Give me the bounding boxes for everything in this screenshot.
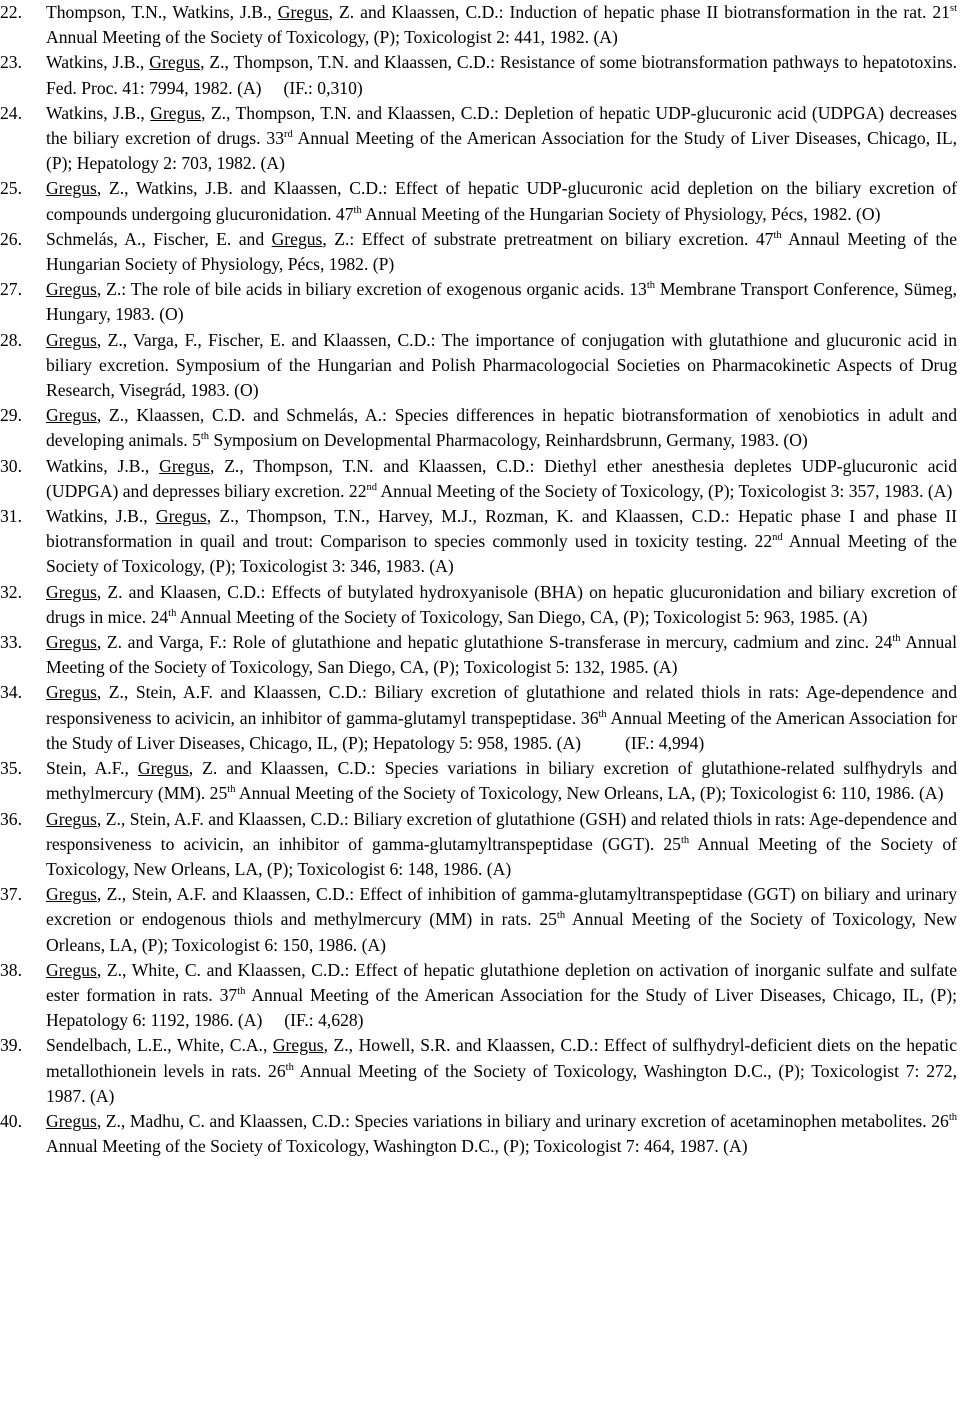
reference-text-segment: Thompson, T.N., Watkins, J.B., xyxy=(46,2,278,22)
ordinal-suffix: th xyxy=(237,985,246,997)
reference-text-segment: Annual Meeting of the Society of Toxicology, (P); Toxicologist 2: 441, 1982. (A) xyxy=(46,27,618,48)
reference-text-segment: , Z., Watkins, J.B. and Klaassen, C.D.: Effect of hepatic UDP-glucuronic acid depletion on the biliary excretion of compounds undergoing glucuronidation. 47 xyxy=(46,178,957,224)
reference-text-segment: Annual Meeting of the Society of Toxicology, Washington D.C., (P); Toxicologist 7: 272, 1987. (A) xyxy=(46,1060,957,1106)
reference-text-segment: Stein, A.F., xyxy=(46,758,138,779)
ordinal-suffix: th xyxy=(285,1061,294,1073)
author-name-underlined: Gregus xyxy=(46,329,97,350)
reference-number: 35. xyxy=(0,758,22,779)
author-name-underlined: Gregus xyxy=(149,52,201,73)
reference-text-segment: , Z., Stein, A.F. and Klaassen, C.D.: Biliary excretion of glutathione and related thiols in rats: Age-dependence and responsiveness to acivicin, an inhibitor of gamma-glutamyl transpeptidase. 36 xyxy=(46,682,957,728)
reference-text-segment: , Z., Varga, F., Fischer, E. and Klaassen, C.D.: The importance of conjugation with glutathione and glucuronic acid in biliary excretion. Symposium of the Hungarian and Polish Pharmacologocial Societies on Pharmacokinetic Aspects of Drug Research, Visegrád, 1983. (O) xyxy=(46,329,957,401)
reference-text xyxy=(46,176,957,226)
reference-item xyxy=(0,1033,957,1109)
reference-number: 30. xyxy=(0,455,22,476)
author-name-underlined: Gregus xyxy=(137,758,189,779)
reference-number: 29. xyxy=(0,405,22,426)
reference-text-segment: Schmelás, A., Fischer, E. and xyxy=(46,228,272,249)
reference-text-segment: , Z., Thompson, T.N. and Klaassen, C.D.: Diethyl ether anesthesia depletes UDP-glucuronic acid (UDPGA) and depresses biliary excretion. 22 xyxy=(46,455,957,501)
reference-text-segment: Annual Meeting of the Hungarian Society of Physiology, Pécs, 1982. (O) xyxy=(361,203,881,224)
reference-text-segment: Watkins, J.B., xyxy=(46,455,160,476)
author-name-underlined: Gregus xyxy=(46,632,97,653)
ordinal-suffix: th xyxy=(646,280,656,292)
reference-text-segment: , Z. and Klaassen, C.D.: Induction of hepatic phase II biotransformation in the rat. 21 xyxy=(328,2,950,22)
reference-text-segment: Membrane Transport Conference, Sümeg, Hungary, 1983. (O) xyxy=(46,279,957,325)
reference-number: 36. xyxy=(0,808,22,829)
reference-text xyxy=(46,807,957,883)
author-name-underlined: Gregus xyxy=(46,178,97,199)
reference-item xyxy=(0,504,957,580)
reference-text-segment: Watkins, J.B., xyxy=(46,102,151,123)
ordinal-suffix: th xyxy=(556,910,566,922)
ordinal-suffix: th xyxy=(353,204,362,216)
reference-text xyxy=(46,1033,957,1109)
reference-item xyxy=(0,403,957,453)
reference-text-segment: , Z.: The role of bile acids in biliary excretion of exogenous organic acids. 13 xyxy=(96,279,647,300)
author-name-underlined: Gregus xyxy=(46,959,97,980)
author-name-underlined: Gregus xyxy=(46,682,97,703)
reference-text-segment: Annual Meeting of the American Association for the Study of Liver Diseases, Chicago, IL, (P); Hepatology 2: 703, 1982. (A) xyxy=(46,128,957,174)
reference-number: 39. xyxy=(0,1035,22,1056)
reference-text-segment: Symposium on Developmental Pharmacology, Reinhardsbrunn, Germany, 1983. (O) xyxy=(209,430,808,451)
author-name-underlined: Gregus xyxy=(46,581,97,602)
reference-text-segment: Annual Meeting of the American Association for the Study of Liver Diseases, Chicago, IL, (P); Hepatology 6: 1192, 1986. (A) (IF.: 4,628) xyxy=(46,984,957,1031)
reference-text xyxy=(46,958,957,1034)
reference-text xyxy=(46,630,957,680)
reference-text-segment: , Z., Stein, A.F. and Klaassen, C.D.: Effect of inhibition of gamma-glutamyltranspeptidase (GGT) on biliary and urinary excretion or endogenous thiols and methylmercury (MM) in rats. 25 xyxy=(46,884,957,930)
reference-text-segment: Annual Meeting of the Society of Toxicology, New Orleans, LA, (P); Toxicologist 6: 150, 1986. (A) xyxy=(46,909,958,955)
reference-item xyxy=(0,756,957,806)
author-name-underlined: Gregus xyxy=(46,405,97,426)
reference-text xyxy=(46,680,957,756)
author-name-underlined: Gregus xyxy=(155,506,207,527)
reference-item xyxy=(0,630,957,680)
reference-text xyxy=(46,50,957,100)
reference-text-segment: Annual Meeting of the Society of Toxicology, New Orleans, LA, (P); Toxicologist 6: 110, 1986. (A) xyxy=(235,783,944,804)
reference-text-segment: , Z., White, C. and Klaassen, C.D.: Effect of hepatic glutathione depletion on activation of inorganic sulfate and sulfate ester formation in rats. 37 xyxy=(46,959,957,1005)
reference-number: 27. xyxy=(0,279,22,300)
reference-item xyxy=(0,580,957,630)
reference-text xyxy=(46,101,957,177)
author-name-underlined: Gregus xyxy=(277,2,329,22)
reference-item xyxy=(0,1109,957,1159)
reference-item xyxy=(0,680,957,756)
reference-item xyxy=(0,176,957,226)
reference-text xyxy=(46,580,957,630)
reference-number: 31. xyxy=(0,506,22,527)
reference-number: 38. xyxy=(0,959,22,980)
reference-number: 33. xyxy=(0,632,22,653)
ordinal-suffix: th xyxy=(598,708,607,720)
reference-text-segment: , Z., Thompson, T.N., Harvey, M.J., Rozman, K. and Klaassen, C.D.: Hepatic phase I and phase II biotransformation in quail and trout: Comparison to species commonly used in toxicity testing. 22 xyxy=(46,506,957,552)
reference-text xyxy=(46,504,957,580)
reference-text-segment: Annual Meeting of the Society of Toxicology, (P); Toxicologist 3: 357, 1983. (A) xyxy=(377,480,953,501)
reference-text-segment: Annual Meeting of the Society of Toxicology, San Diego, CA, (P); Toxicologist 5: 963, 1985. (A) xyxy=(176,606,868,627)
reference-text xyxy=(46,882,957,958)
reference-text-segment: , Z., Stein, A.F. and Klaassen, C.D.: Biliary excretion of glutathione (GSH) and related thiols in rats: Age-dependence and responsiveness to acivicin, an inhibitor of gamma-glutamyltranspeptidase (GGT). 25 xyxy=(46,808,957,854)
reference-text-segment: Annaul Meeting of the Hungarian Society of Physiology, Pécs, 1982. (P) xyxy=(46,228,958,275)
author-name-underlined: Gregus xyxy=(46,1110,97,1131)
reference-number: 34. xyxy=(0,682,22,703)
author-name-underlined: Gregus xyxy=(272,1035,324,1056)
reference-text xyxy=(46,328,957,404)
reference-item xyxy=(0,882,957,958)
ordinal-suffix: th xyxy=(892,633,901,645)
reference-item xyxy=(0,807,957,883)
ordinal-suffix: th xyxy=(200,431,210,443)
reference-number: 37. xyxy=(0,884,22,905)
reference-text xyxy=(46,0,957,50)
reference-text-segment: , Z. and Klaassen, C.D.: Species variations in biliary excretion of glutathione-related sulfhydryls and methylmercury (MM). 25 xyxy=(46,758,957,804)
reference-text-segment: , Z. and Varga, F.: Role of glutathione and hepatic glutathione S-transferase in mercury, cadmium and zinc. 24 xyxy=(96,632,893,653)
reference-text-segment: Annual Meeting of the Society of Toxicology, Washington D.C., (P); Toxicologist 7: 464, 1987. (A) xyxy=(46,1136,748,1157)
author-name-underlined: Gregus xyxy=(150,102,202,123)
reference-number: 22. xyxy=(0,2,22,22)
ordinal-suffix: th xyxy=(773,229,782,241)
ordinal-suffix: th xyxy=(680,834,690,846)
reference-item xyxy=(0,0,957,50)
reference-text-segment: , Z.: Effect of substrate pretreatment on biliary excretion. 47 xyxy=(322,228,774,249)
reference-text xyxy=(46,227,957,277)
reference-item xyxy=(0,277,957,327)
reference-text-segment: Annual Meeting of the American Association for the Study of Liver Diseases, Chicago, IL, (P); Hepatology 5: 958, 1985. (A) (IF.: 4,994) xyxy=(46,707,957,753)
reference-text xyxy=(46,1109,957,1159)
reference-text-segment: Sendelbach, L.E., White, C.A., xyxy=(46,1035,273,1056)
reference-text xyxy=(46,277,957,327)
author-name-underlined: Gregus xyxy=(159,455,210,476)
reference-text-segment: , Z. and Klaasen, C.D.: Effects of butylated hydroxyanisole (BHA) on hepatic glucuronidation and biliary excretion of drugs in mice. 24 xyxy=(46,581,957,627)
ordinal-suffix: th xyxy=(168,607,177,619)
author-name-underlined: Gregus xyxy=(46,279,97,300)
ordinal-suffix: nd xyxy=(366,481,378,493)
reference-text-segment: Watkins, J.B., xyxy=(46,506,156,527)
reference-number: 23. xyxy=(0,52,22,73)
reference-text xyxy=(46,454,957,504)
reference-item xyxy=(0,227,957,277)
reference-text-segment: Watkins, J.B., xyxy=(46,52,150,73)
reference-text-segment: , Z., Thompson, T.N. and Klaassen, C.D.: Depletion of hepatic UDP-glucuronic acid (UDPGA) decreases the biliary excretion of drugs. 33 xyxy=(46,102,957,149)
reference-text-segment: , Z., Madhu, C. and Klaassen, C.D.: Species variations in biliary and urinary excretion of acetaminophen metabolites. 26 xyxy=(96,1110,949,1131)
reference-item xyxy=(0,101,957,177)
ordinal-suffix: th xyxy=(948,1111,957,1123)
reference-number: 26. xyxy=(0,228,22,249)
author-name-underlined: Gregus xyxy=(271,228,323,249)
reference-item xyxy=(0,50,957,100)
author-name-underlined: Gregus xyxy=(46,808,97,829)
reference-text-segment: Annual Meeting of the Society of Toxicology, (P); Toxicologist 3: 346, 1983. (A) xyxy=(46,531,957,577)
ordinal-suffix: nd xyxy=(772,532,783,544)
reference-text-segment: , Z., Howell, S.R. and Klaassen, C.D.: Effect of sulfhydryl-deficient diets on the hepatic metallothionein levels in rats. 26 xyxy=(46,1035,957,1081)
reference-number: 32. xyxy=(0,581,22,602)
ordinal-suffix: rd xyxy=(284,129,293,141)
reference-text-segment: , Z., Klaassen, C.D. and Schmelás, A.: Species differences in hepatic biotransformation of xenobiotics in adult and developing animals. 5 xyxy=(46,405,957,451)
reference-text-segment: Annual Meeting of the Society of Toxicology, San Diego, CA, (P); Toxicologist 5: 132, 1985. (A) xyxy=(46,632,957,678)
reference-number: 24. xyxy=(0,102,22,123)
reference-item xyxy=(0,328,957,404)
author-name-underlined: Gregus xyxy=(46,884,97,905)
ordinal-suffix: th xyxy=(227,784,236,796)
reference-text-segment: Annual Meeting of the Society of Toxicology, New Orleans, LA, (P); Toxicologist 6: 148, 1986. (A) xyxy=(46,833,957,879)
reference-number: 25. xyxy=(0,178,22,199)
reference-item xyxy=(0,454,957,504)
reference-item xyxy=(0,958,957,1034)
reference-number: 28. xyxy=(0,329,22,350)
reference-text xyxy=(46,756,957,806)
reference-number: 40. xyxy=(0,1110,22,1131)
reference-text-segment: , Z., Thompson, T.N. and Klaassen, C.D.: Resistance of some biotransformation pathways to hepatotoxins. Fed. Proc. 41: 7994, 1982. (A) (IF.: 0,310) xyxy=(46,52,957,98)
reference-text xyxy=(46,403,957,453)
ordinal-suffix: st xyxy=(949,3,957,14)
